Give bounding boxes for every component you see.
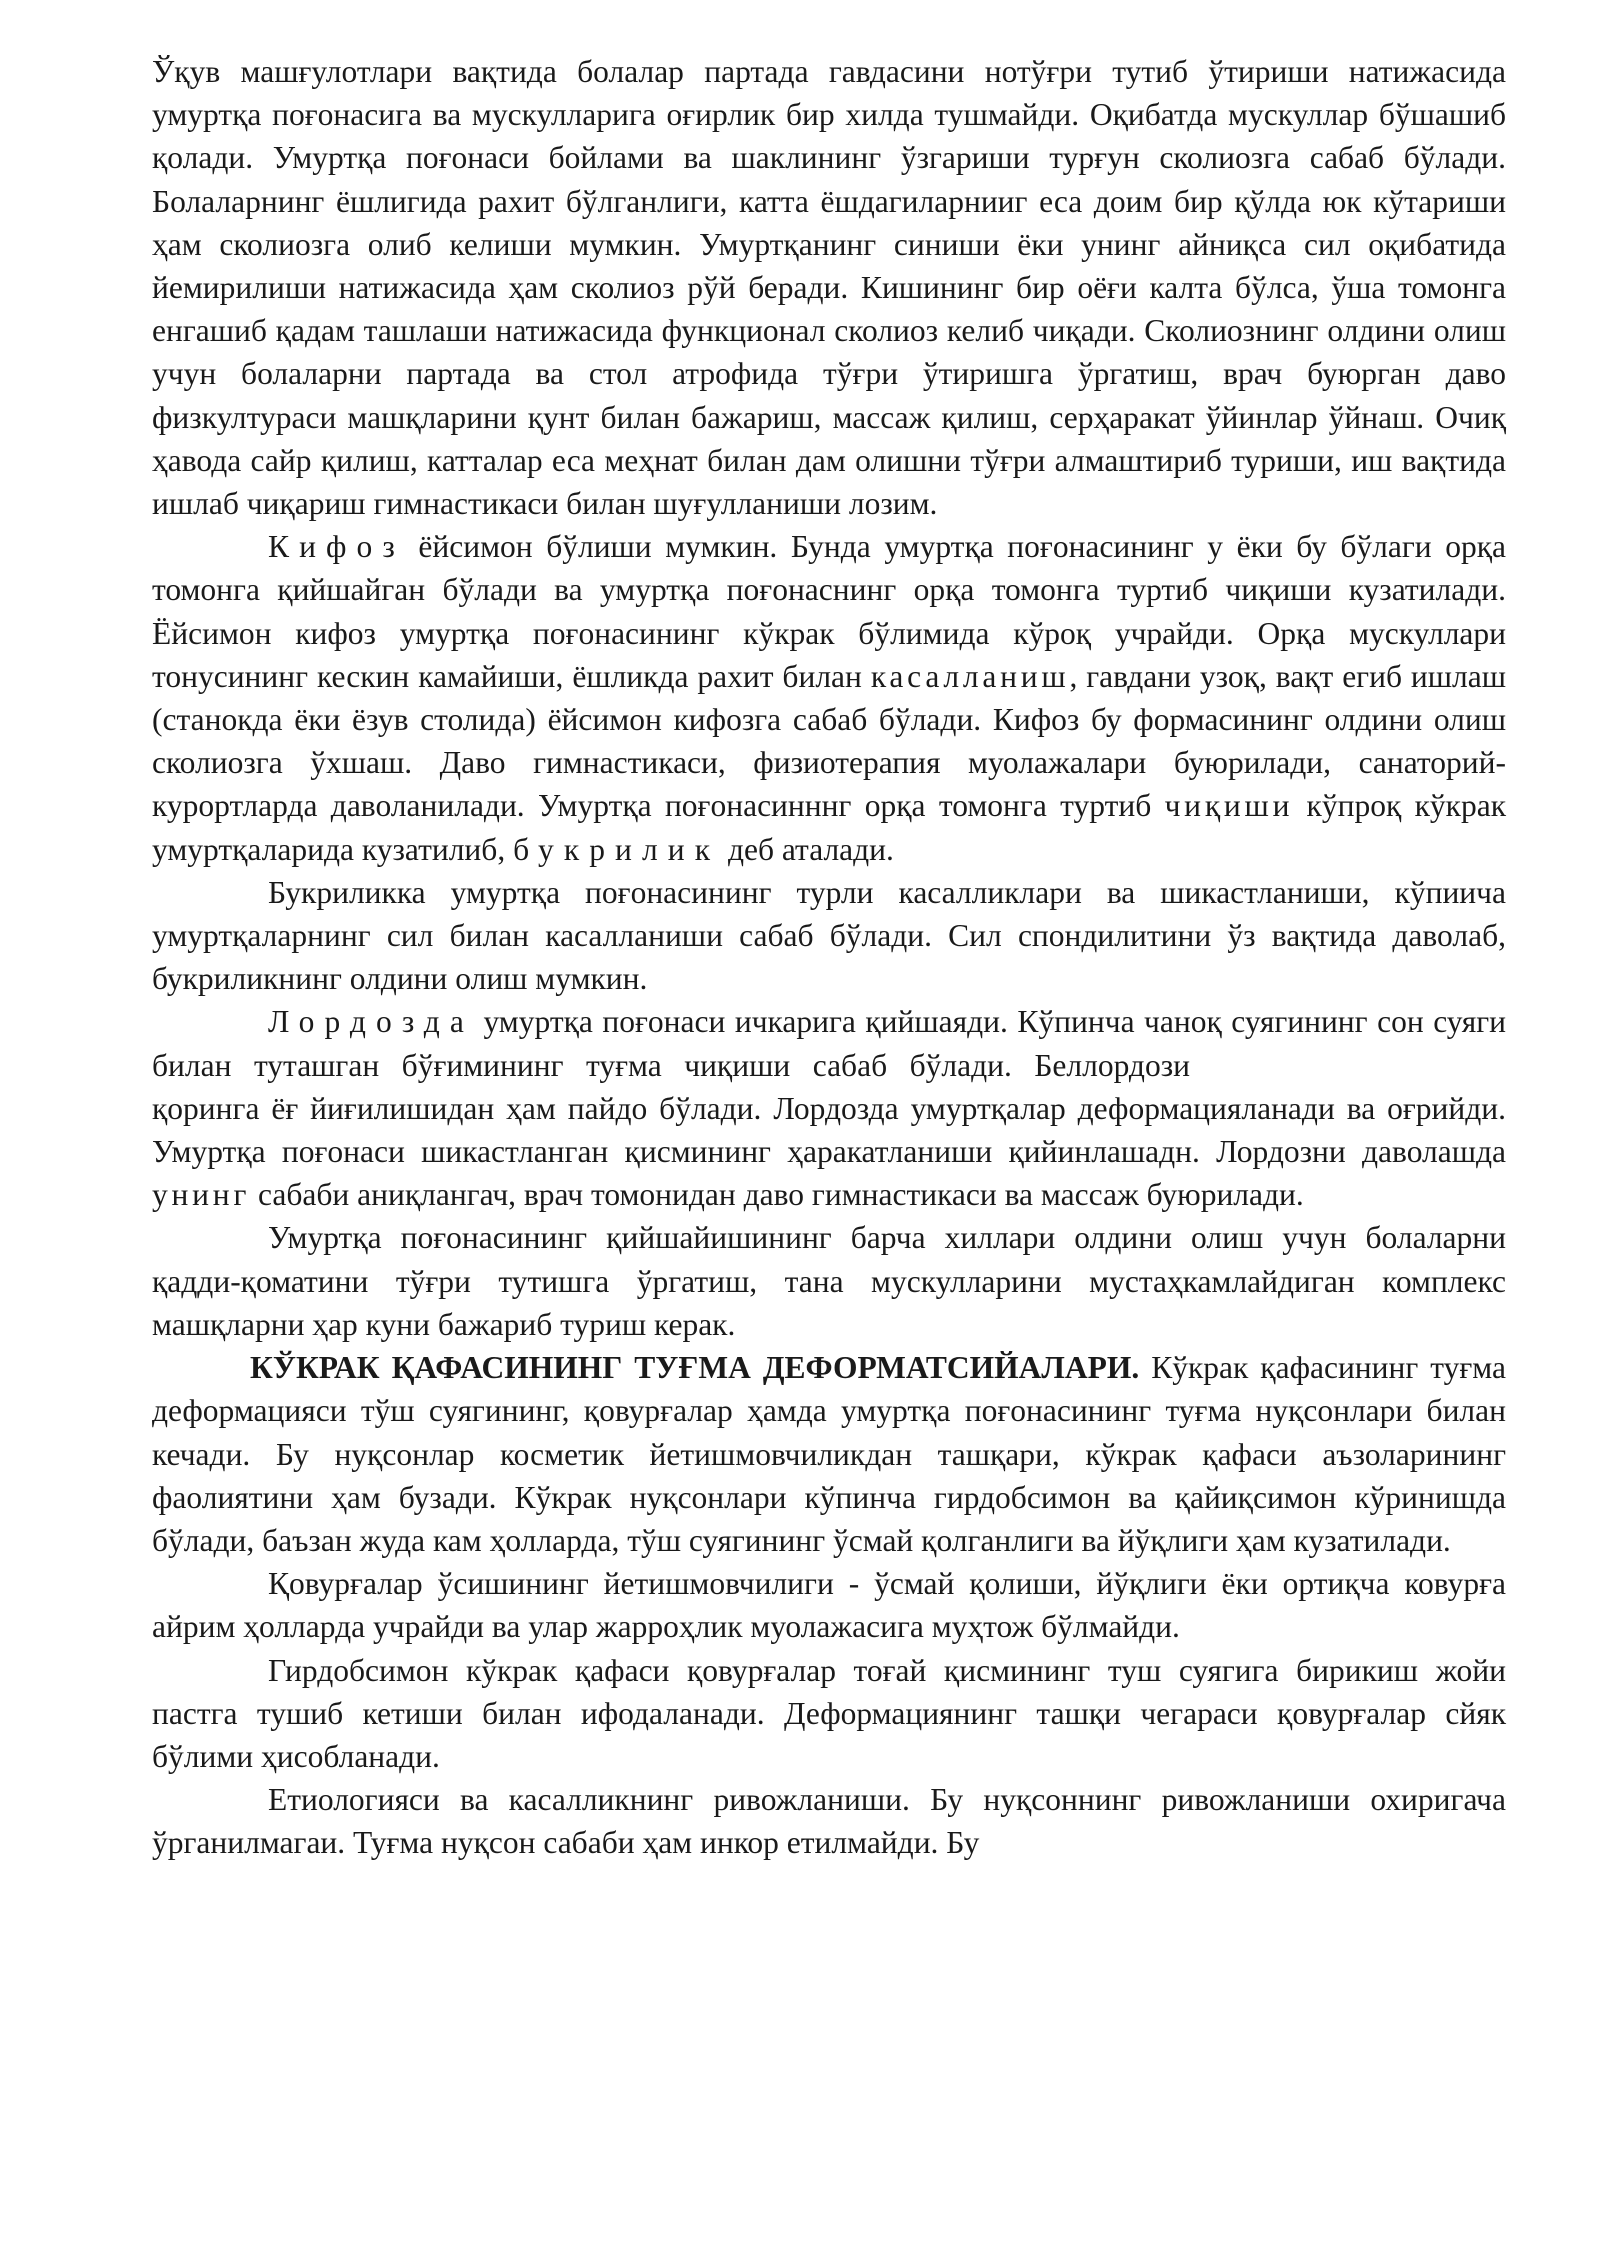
paragraph-funnel-chest: Гирдобсимон кўкрак қафаси қовурғалар тоғай қисмининг туш суягига бирикиш жойи пастга тушиб кетиши билан ифодаланади. Деформациянинг ташқи чегараси қовурғалар сйяк бўлими ҳисобланади. [152,1652,1506,1774]
paragraph-ribs: Қовурғалар ўсишининг йетишмовчилиги - ўсмай қолиши, йўқлиги ёки ортиқча ковурға айрим ҳолларда учрайди ва улар жарроҳлик муолажасига муҳтож бўлмайди. [152,1566,1506,1645]
paragraph-hunchback-causes: Букриликка умуртқа поғонасининг турли касалликлари ва шикастланиши, кўпиича умуртқаларнинг сил билан касалланиши сабаб бўлади. Сил спондилитини ўз вақтида даволаб, букриликнинг олдини олиш мумкин. [152,874,1506,997]
paragraph-lordosis [152,1000,1506,1216]
paragraph-text: деб аталади. [720,831,894,867]
spaced-word: касалланиш [870,658,1070,694]
paragraph-text: умуртқа поғонаси ичкарига қийшаяди. Кўпинча чаноқ суягининг сон суяги билан туташган бўғимининг туғма чиқиши сабаб бўлади. Беллордози [152,1004,1506,1083]
paragraph-kyphosis [152,525,1506,871]
spaced-word: унинг [152,1177,251,1213]
paragraph-etiology: Етиологияси ва касалликнинг ривожланиши. Бу нуқсоннинг ривожланиши охиригача ўрганилмагаи. Туғма нуқсон сабаби ҳам инкор етилмайди. Бу [152,1782,1506,1861]
term-hunchback: букрилик [513,831,721,867]
paragraph-text: ёйсимон бўлиши мумкин. Бунда умуртқа поғонасининг у ёки бу бўлаги орқа томонга қийшайган бўлади ва умуртқа поғонаснинг орқа томонга туртиб чиқиши кузатилади. Ёйсимон кифоз умуртқа поғонасининг кўкрак бўлимида кўроқ учрайди. Орқа мускуллари тонусининг кескин камайиши, ёшликда рахит билан [152,529,1506,694]
paragraph-text: Кўкрак қафасининг туғма деформацияси тўш суягининг, қовурғалар ҳамда умуртқа поғонасининг туғма нуқсонлари билан кечади. Бу нуқсонлар косметик йетишмовчиликдан ташқари, кўкрак қафаси аъзоларининг фаолиятини ҳам бузади. Кўкрак нуқсонлари кўпинча гирдобсимон ва қайиқсимон кўринишда бўлади, баъзан жуда кам ҳолларда, тўш суягининг ўсмай қолганлиги ва йўқлиги ҳам кузатилади. [152,1350,1506,1558]
paragraph-prevention: Умуртқа поғонасининг қийшайишининг барча хиллари олдини олиш учун болаларни қадди-қоматини тўғри тутишга ўргатиш, тана мускулларини мустаҳкамлайдиган комплекс машқларни ҳар куни бажариб туриш керак. [152,1220,1506,1342]
paragraph-text: сабаби аниқлангач, врач томонидан даво гимнастикаси ва массаж буюрилади. [250,1177,1304,1213]
term-lordosis: Лордозда [268,1004,474,1040]
paragraph-text: , гавдани узоқ, вақт егиб ишлаш (станокда ёки ёзув столида) ёйсимон кифозга сабаб бўлади. Кифоз бу формасининг олдини олиш сколиозга ўхшаш. Даво гимнастикаси, физиотерапия муолажалари буюрилади, санаторий-курортларда даволанилади. Умуртқа поғонасинннг орқа томонга туртиб [152,658,1506,824]
spaced-word: чиқиши [1164,788,1294,824]
paragraph-text: қоринга ёғ йиғилишидан ҳам пайдо бўлади. Лордозда умуртқалар деформацияланади ва оғрийди. Умуртқа поғонаси шикастланган қисмининг ҳаракатланиши қийинлашадн. Лордозни даволашда [152,1090,1506,1170]
paragraph-scoliosis-prevention: Ўқув машғулотлари вақтида болалар партада гавдасини нотўғри тутиб ўтириши натижасида умуртқа поғонасига ва мускулларига оғирлик бир хилда тушмайди. Оқибатда мускуллар бўшашиб қолади. Умуртқа поғонаси бойлами ва шаклининг ўзгариши турғун сколиозга сабаб бўлади. Болаларнинг ёшлигида рахит бўлганлиги, катта ёшдагиларнииг еса доим бир қўлда юк кўтариши ҳам сколиозга олиб келиши мумкин. Умуртқанинг синиши ёки унинг айниқса сил оқибатида йемирилиши натижасида ҳам сколиоз рўй беради. Кишининг бир оёғи калта бўлса, ўша томонга енгашиб қадам ташлаши натижасида функционал сколиоз келиб чиқади. Сколиознинг олдини олиш учун болаларни партада ва стол атрофида тўғри ўтиришга ўргатиш, врач буюрган даво физкултураси машқларини қунт билан бажариш, массаж қилиш, серҳаракат ўйинлар ўйнаш. Очиқ ҳавода сайр қилиш, катталар еса меҳнат билан дам олишни тўғри алмаштириб туриши, иш вақтида ишлаб чиқариш гимнастикаси билан шуғулланиши лозим. [152,54,1506,522]
paragraph-chest-deformities [152,1346,1506,1562]
term-kyphosis: Кифоз [268,529,405,565]
paragraph-text: кўпроқ кўкрак умуртқаларида кузатилиб, [152,788,1506,867]
section-heading: КЎКРАК ҚАФАСИНИНГ ТУҒМА ДЕФОРМАТСИЙАЛАРИ. [250,1350,1140,1386]
document-page [152,50,1506,1865]
